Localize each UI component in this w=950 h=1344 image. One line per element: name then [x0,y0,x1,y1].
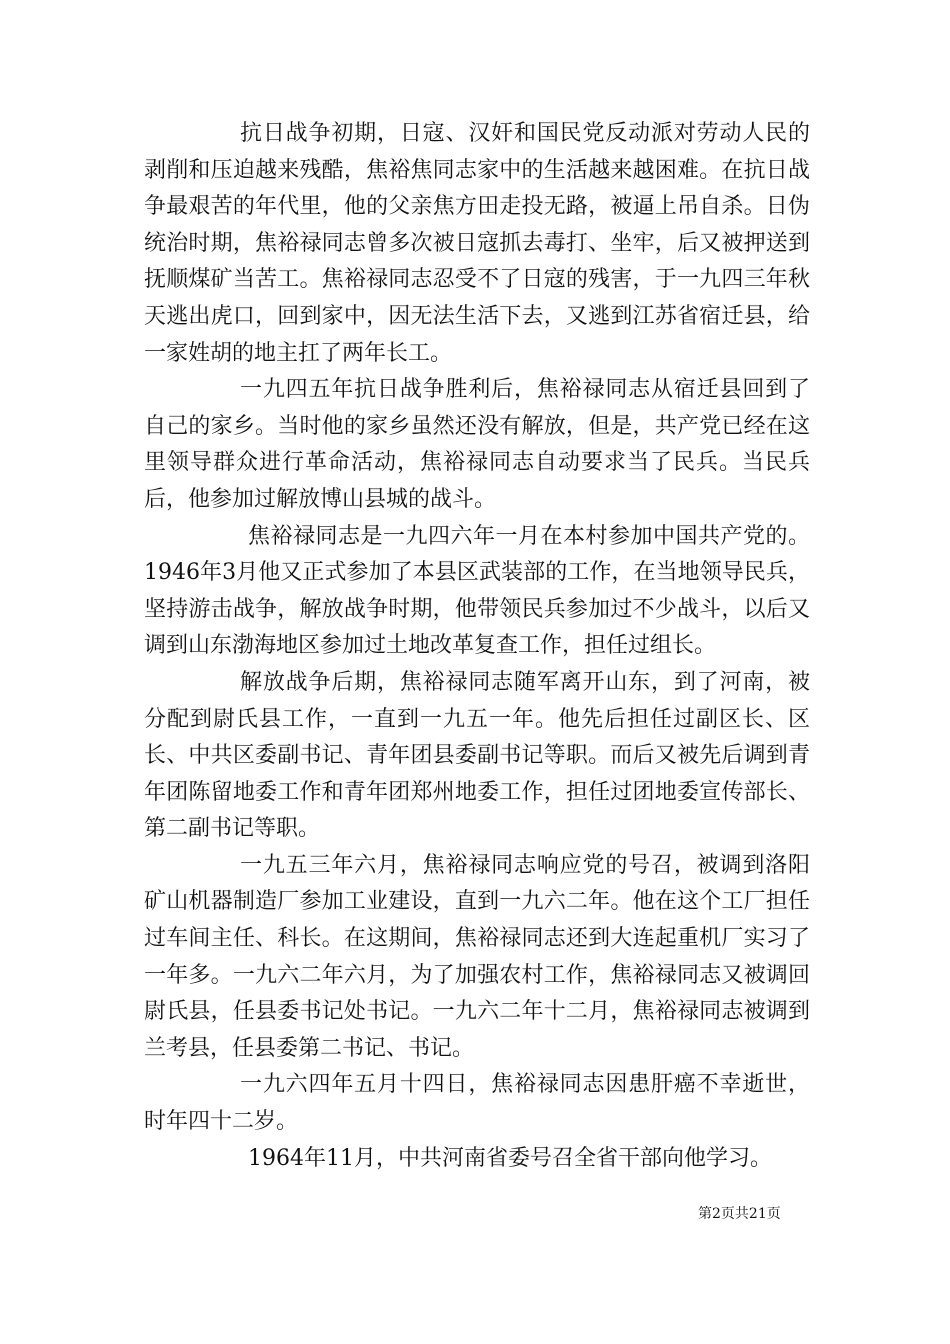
paragraph-7: 1964年11月，中共河南省委号召全省干部向他学习。 [248,1145,772,1171]
document-body [144,116,810,1177]
page-number-footer: 第2页共21页 [698,1206,781,1222]
paragraph-3: 焦裕禄同志是一九四六年一月在本村参加中国共产党的。1946年3月他又正式参加了本县区武装部的工作，在当地领导民兵，坚持游击战争，解放战争时期，他带领民兵参加过不少战斗，以后又调到山东渤海地区参加过土地改革复查工作，担任过组长。 [144,523,810,659]
paragraph-4: 解放战争后期，焦裕禄同志随军离开山东，到了河南，被分配到尉氏县工作，一直到一九五一年。他先后担任过副区长、区长、中共区委副书记、青年团县委副书记等职。而后又被先后调到青年团陈留地委工作和青年团郑州地委工作，担任过团地委宣传部长、第二副书记等职。 [144,669,810,842]
paragraph-5: 一九五三年六月，焦裕禄同志响应党的号召，被调到洛阳矿山机器制造厂参加工业建设，直到一九六二年。他在这个工厂担任过车间主任、科长。在这期间，焦裕禄同志还到大连起重机厂实习了一年多。一九六二年六月，为了加强农村工作，焦裕禄同志又被调回尉氏县，任县委书记处书记。一九六二年十二月，焦裕禄同志被调到兰考县，任县委第二书记、书记。 [144,852,810,1061]
paragraph-1: 抗日战争初期，日寇、汉奸和国民党反动派对劳动人民的剥削和压迫越来残酷，焦裕焦同志家中的生活越来越困难。在抗日战争最艰苦的年代里，他的父亲焦方田走投无路，被逼上吊自杀。日伪统治时期，焦裕禄同志曾多次被日寇抓去毒打、坐牢，后又被押送到抚顺煤矿当苦工。焦裕禄同志忍受不了日寇的残害，于一九四三年秋天逃出虎口，回到家中，因无法生活下去，又逃到江苏省宿迁县，给一家姓胡的地主扛了两年长工。 [144,121,810,366]
paragraph-6: 一九六四年五月十四日，焦裕禄同志因患肝癌不幸逝世，时年四十二岁。 [144,1072,810,1135]
paragraph-2: 一九四五年抗日战争胜利后，焦裕禄同志从宿迁县回到了自己的家乡。当时他的家乡虽然还没有解放，但是，共产党已经在这里领导群众进行革命活动，焦裕禄同志自动要求当了民兵。当民兵后，他参加过解放博山县城的战斗。 [144,377,810,512]
